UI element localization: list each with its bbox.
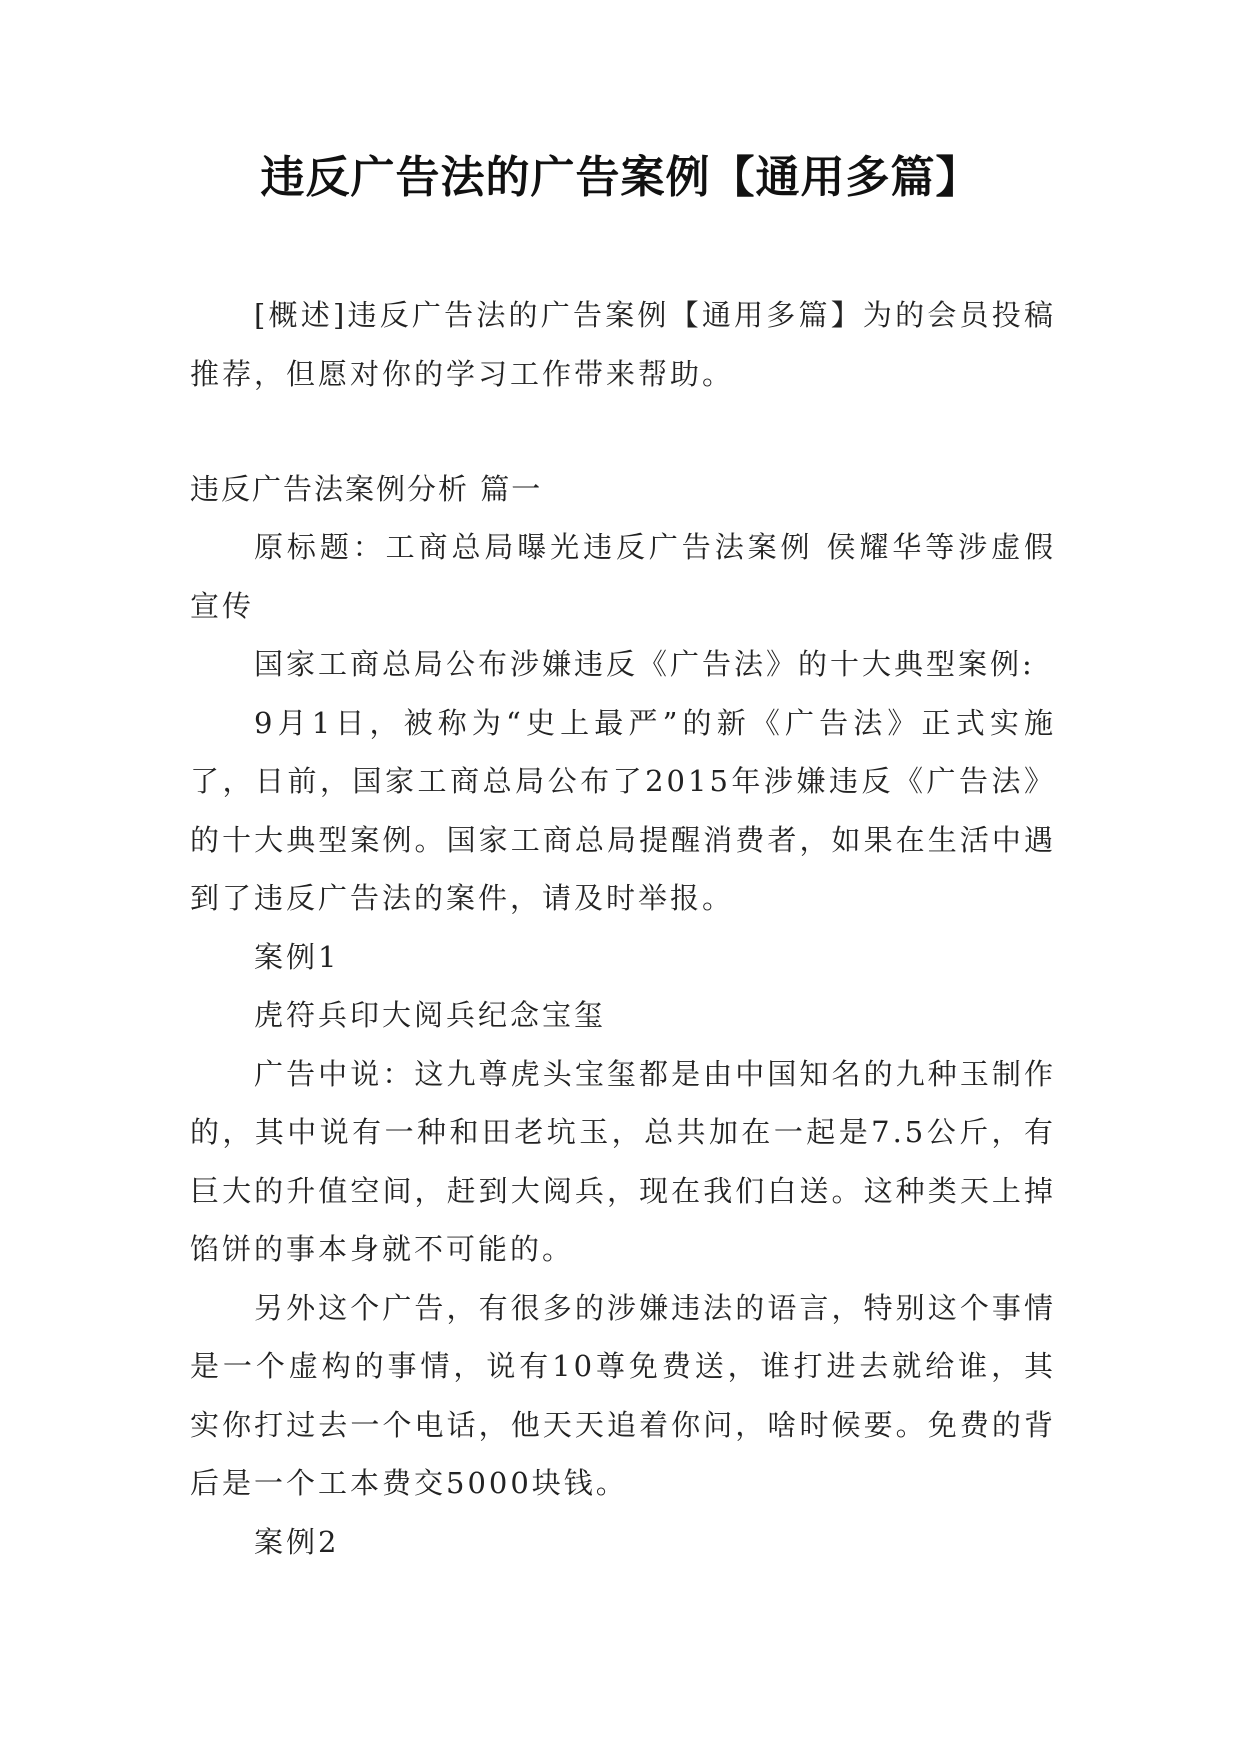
intro-paragraph: [概述]违反广告法的广告案例【通用多篇】为的会员投稿推荐，但愿对你的学习工作带来帮助。 bbox=[190, 298, 1056, 391]
paragraph-new-law: 9月1日，被称为“史上最严”的新《广告法》正式实施了，日前，国家工商总局公布了2015年涉嫌违反《广告法》的十大典型案例。国家工商总局提醒消费者，如果在生活中遇到了违反广告法的案件，请及时举报。 bbox=[190, 705, 1056, 915]
section-heading: 违反广告法案例分析 篇一 bbox=[190, 472, 543, 506]
paragraph-announcement: 国家工商总局公布涉嫌违反《广告法》的十大典型案例: bbox=[254, 647, 1035, 681]
article-body bbox=[190, 518, 1056, 1571]
case-1-title: 虎符兵印大阅兵纪念宝玺 bbox=[254, 998, 607, 1032]
case-1-analysis: 另外这个广告，有很多的涉嫌违法的语言，特别这个事情是一个虚构的事情，说有10尊免费送，谁打进去就给谁，其实你打过去一个电话，他天天追着你问，啥时候要。免费的背后是一个工本费交5000块钱。 bbox=[190, 1290, 1056, 1500]
paragraph-original-title: 原标题：工商总局曝光违反广告法案例 侯耀华等涉虚假宣传 bbox=[190, 530, 1056, 623]
case-1-description: 广告中说：这九尊虎头宝玺都是由中国知名的九种玉制作的，其中说有一种和田老坑玉，总共加在一起是7.5公斤，有巨大的升值空间，赶到大阅兵，现在我们白送。这种类天上掉馅饼的事本身就不可能的。 bbox=[190, 1056, 1056, 1266]
case-2-heading: 案例2 bbox=[254, 1524, 340, 1559]
document-title: 违反广告法的广告案例【通用多篇】 bbox=[260, 152, 981, 203]
case-1-heading: 案例1 bbox=[254, 939, 340, 974]
